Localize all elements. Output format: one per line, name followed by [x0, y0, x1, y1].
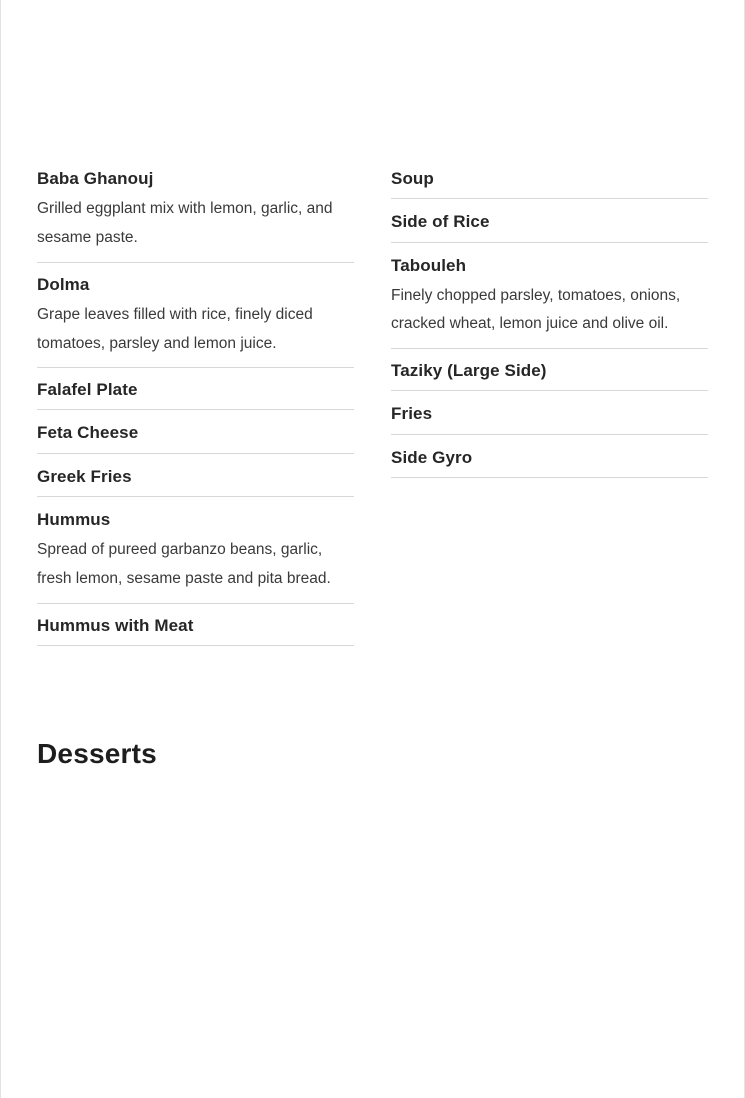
section-title-desserts: Desserts [37, 738, 157, 769]
menu-item [391, 447, 708, 478]
menu-item-name: Falafel Plate [37, 380, 138, 400]
menu-item-name: Tabouleh [391, 255, 467, 275]
menu-columns [37, 168, 708, 658]
menu-item-description: Spread of pureed garbanzo beans, garlic, fresh lemon, sesame paste and pita bread. [37, 541, 331, 587]
menu-item [391, 403, 708, 434]
menu-item [37, 168, 354, 263]
menu-item [37, 615, 354, 646]
menu-item-name: Fries [391, 404, 433, 424]
menu-item-name: Taziky (Large Side) [391, 361, 547, 381]
menu-item [37, 274, 354, 369]
menu-item [37, 466, 354, 497]
menu-item-description: Grape leaves filled with rice, finely diced tomatoes, parsley and lemon juice. [37, 305, 313, 352]
menu-item-name: Side Gyro [391, 447, 473, 467]
menu-item-name: Hummus with Meat [37, 615, 194, 635]
menu-item-name: Side of Rice [391, 212, 490, 232]
menu-item [37, 379, 354, 410]
menu-item-description: Grilled eggplant mix with lemon, garlic, and sesame paste. [37, 200, 333, 246]
menu-item [391, 168, 708, 199]
menu-item [37, 509, 354, 604]
menu-item-name: Baba Ghanouj [37, 169, 154, 188]
menu-item [391, 360, 708, 391]
menu-item-name: Dolma [37, 274, 90, 294]
menu-item [391, 255, 708, 350]
menu-column-right [391, 168, 708, 658]
menu-item-name: Feta Cheese [37, 423, 139, 443]
menu-item-name: Hummus [37, 509, 111, 529]
menu-column-left [37, 168, 354, 658]
menu-item [37, 422, 354, 453]
menu-item [391, 211, 708, 242]
menu-item-description: Finely chopped parsley, tomatoes, onions, cracked wheat, lemon juice and olive oil. [391, 286, 681, 333]
menu-item-name: Greek Fries [37, 466, 132, 486]
menu-item-name: Soup [391, 169, 434, 188]
